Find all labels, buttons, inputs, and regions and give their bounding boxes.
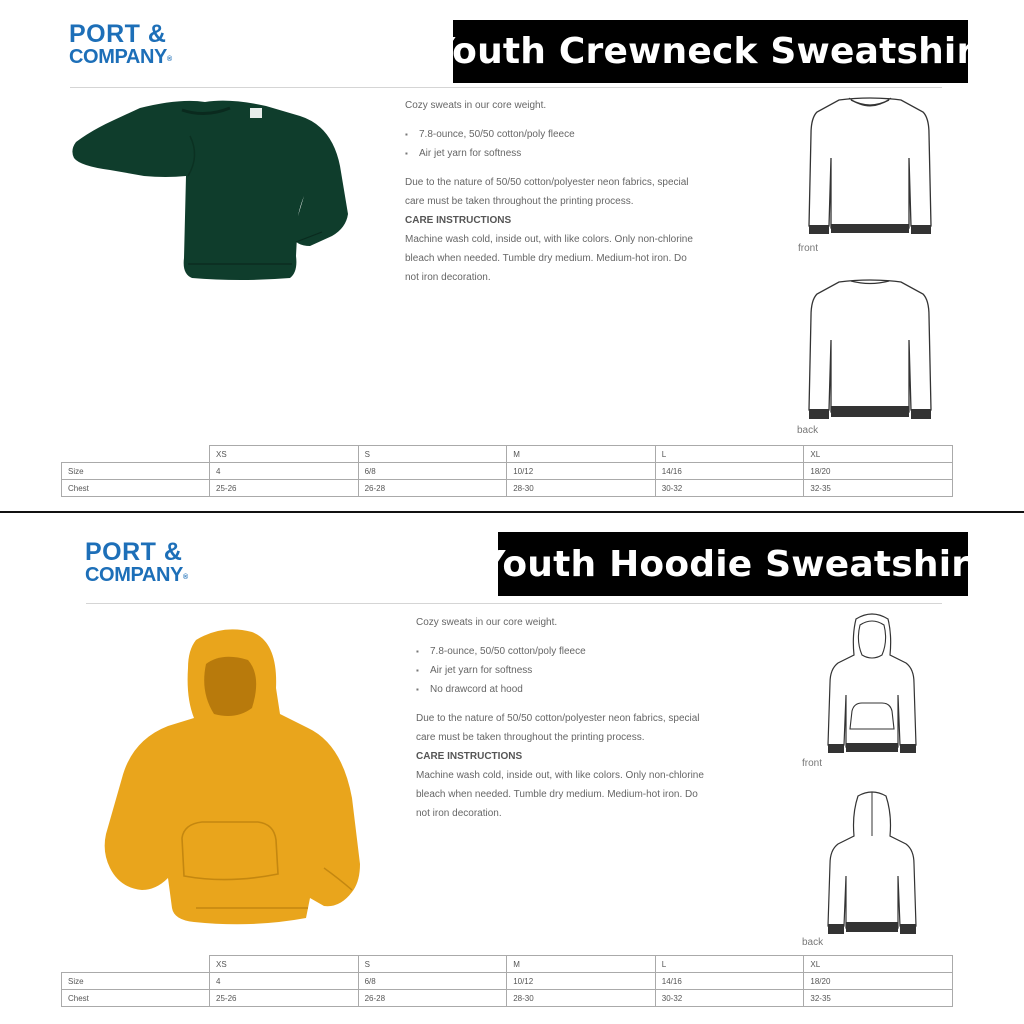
logo-mark: ® bbox=[166, 56, 172, 63]
care-heading: CARE INSTRUCTIONS bbox=[405, 215, 512, 226]
hoodie-back-drawing bbox=[826, 790, 918, 938]
row-label: Size bbox=[62, 463, 210, 480]
table-cell: 25-26 bbox=[210, 990, 359, 1007]
care-heading: CARE INSTRUCTIONS bbox=[416, 751, 523, 762]
feature-item: ▪ 7.8-ounce, 50/50 cotton/poly fleece bbox=[416, 642, 706, 661]
feature-item: ▪ 7.8-ounce, 50/50 cotton/poly fleece bbox=[405, 125, 695, 144]
row-label: Size bbox=[62, 973, 210, 990]
table-row bbox=[62, 973, 953, 990]
fabric-note: Due to the nature of 50/50 cotton/polyester neon fabrics, special care must be taken throughout the printing process. bbox=[416, 713, 700, 743]
logo-line1: PORT & bbox=[69, 20, 167, 48]
product-title: Youth Hoodie Sweatshirt bbox=[498, 532, 968, 596]
feature-list bbox=[405, 125, 695, 163]
table-cell: 6/8 bbox=[358, 463, 507, 480]
panel-divider bbox=[0, 511, 1024, 513]
product-description bbox=[405, 96, 695, 287]
hoodie-product-image bbox=[102, 628, 364, 928]
feature-list bbox=[416, 642, 706, 699]
hoodie-panel bbox=[0, 514, 1024, 1024]
size-header: M bbox=[507, 446, 656, 463]
table-cell: 4 bbox=[210, 973, 359, 990]
care-text: Machine wash cold, inside out, with like colors. Only non-chlorine bleach when needed. Tumble dry medium. Medium-hot iron. Do not iron decoration. bbox=[405, 234, 693, 283]
table-corner bbox=[62, 956, 210, 973]
size-header: XL bbox=[804, 446, 953, 463]
crewneck-back-drawing bbox=[805, 276, 935, 426]
table-cell: 10/12 bbox=[507, 973, 656, 990]
size-header: L bbox=[655, 446, 804, 463]
hoodie-front-drawing bbox=[826, 611, 918, 759]
port-company-logo bbox=[69, 22, 172, 67]
feature-item: ▪ No drawcord at hood bbox=[416, 680, 706, 699]
table-cell: 30-32 bbox=[655, 990, 804, 1007]
size-header: XS bbox=[210, 956, 359, 973]
size-header: L bbox=[655, 956, 804, 973]
size-header: M bbox=[507, 956, 656, 973]
logo-mark: ® bbox=[182, 574, 188, 581]
logo-line2: COMPANY bbox=[85, 564, 183, 586]
header-rule bbox=[70, 87, 942, 88]
size-header: XS bbox=[210, 446, 359, 463]
product-title: Youth Crewneck Sweatshirt bbox=[453, 20, 968, 83]
table-cell: 14/16 bbox=[655, 463, 804, 480]
table-cell: 18/20 bbox=[804, 463, 953, 480]
header-rule bbox=[86, 603, 942, 604]
table-cell: 14/16 bbox=[655, 973, 804, 990]
table-cell: 4 bbox=[210, 463, 359, 480]
front-label: front bbox=[802, 758, 823, 769]
size-header: XL bbox=[804, 956, 953, 973]
row-label: Chest bbox=[62, 480, 210, 497]
size-chart bbox=[61, 445, 953, 497]
table-cell: 32-35 bbox=[804, 480, 953, 497]
table-corner bbox=[62, 446, 210, 463]
port-company-logo bbox=[85, 540, 188, 585]
table-cell: 26-28 bbox=[358, 990, 507, 1007]
care-text: Machine wash cold, inside out, with like colors. Only non-chlorine bleach when needed. Tumble dry medium. Medium-hot iron. Do not iron decoration. bbox=[416, 770, 704, 819]
crewneck-product-image bbox=[70, 96, 352, 286]
table-cell: 25-26 bbox=[210, 480, 359, 497]
row-label: Chest bbox=[62, 990, 210, 1007]
front-label: front bbox=[798, 243, 819, 254]
size-chart bbox=[61, 955, 953, 1007]
back-label: back bbox=[802, 937, 824, 948]
table-row bbox=[62, 463, 953, 480]
description-intro: Cozy sweats in our core weight. bbox=[405, 100, 547, 111]
feature-item: ▪ Air jet yarn for softness bbox=[416, 661, 706, 680]
table-row bbox=[62, 480, 953, 497]
table-cell: 28-30 bbox=[507, 990, 656, 1007]
table-cell: 30-32 bbox=[655, 480, 804, 497]
crewneck-front-drawing bbox=[805, 94, 935, 244]
back-label: back bbox=[797, 425, 819, 436]
table-cell: 6/8 bbox=[358, 973, 507, 990]
table-row bbox=[62, 446, 953, 463]
product-description bbox=[416, 613, 706, 823]
table-cell: 10/12 bbox=[507, 463, 656, 480]
fabric-note: Due to the nature of 50/50 cotton/polyester neon fabrics, special care must be taken throughout the printing process. bbox=[405, 177, 689, 207]
feature-item: ▪ Air jet yarn for softness bbox=[405, 144, 695, 163]
logo-line2: COMPANY bbox=[69, 46, 167, 68]
description-intro: Cozy sweats in our core weight. bbox=[416, 617, 558, 628]
logo-line1: PORT & bbox=[85, 538, 183, 566]
size-header: S bbox=[358, 956, 507, 973]
size-header: S bbox=[358, 446, 507, 463]
table-cell: 26-28 bbox=[358, 480, 507, 497]
table-row bbox=[62, 956, 953, 973]
table-cell: 28-30 bbox=[507, 480, 656, 497]
table-cell: 18/20 bbox=[804, 973, 953, 990]
table-cell: 32-35 bbox=[804, 990, 953, 1007]
table-row bbox=[62, 990, 953, 1007]
